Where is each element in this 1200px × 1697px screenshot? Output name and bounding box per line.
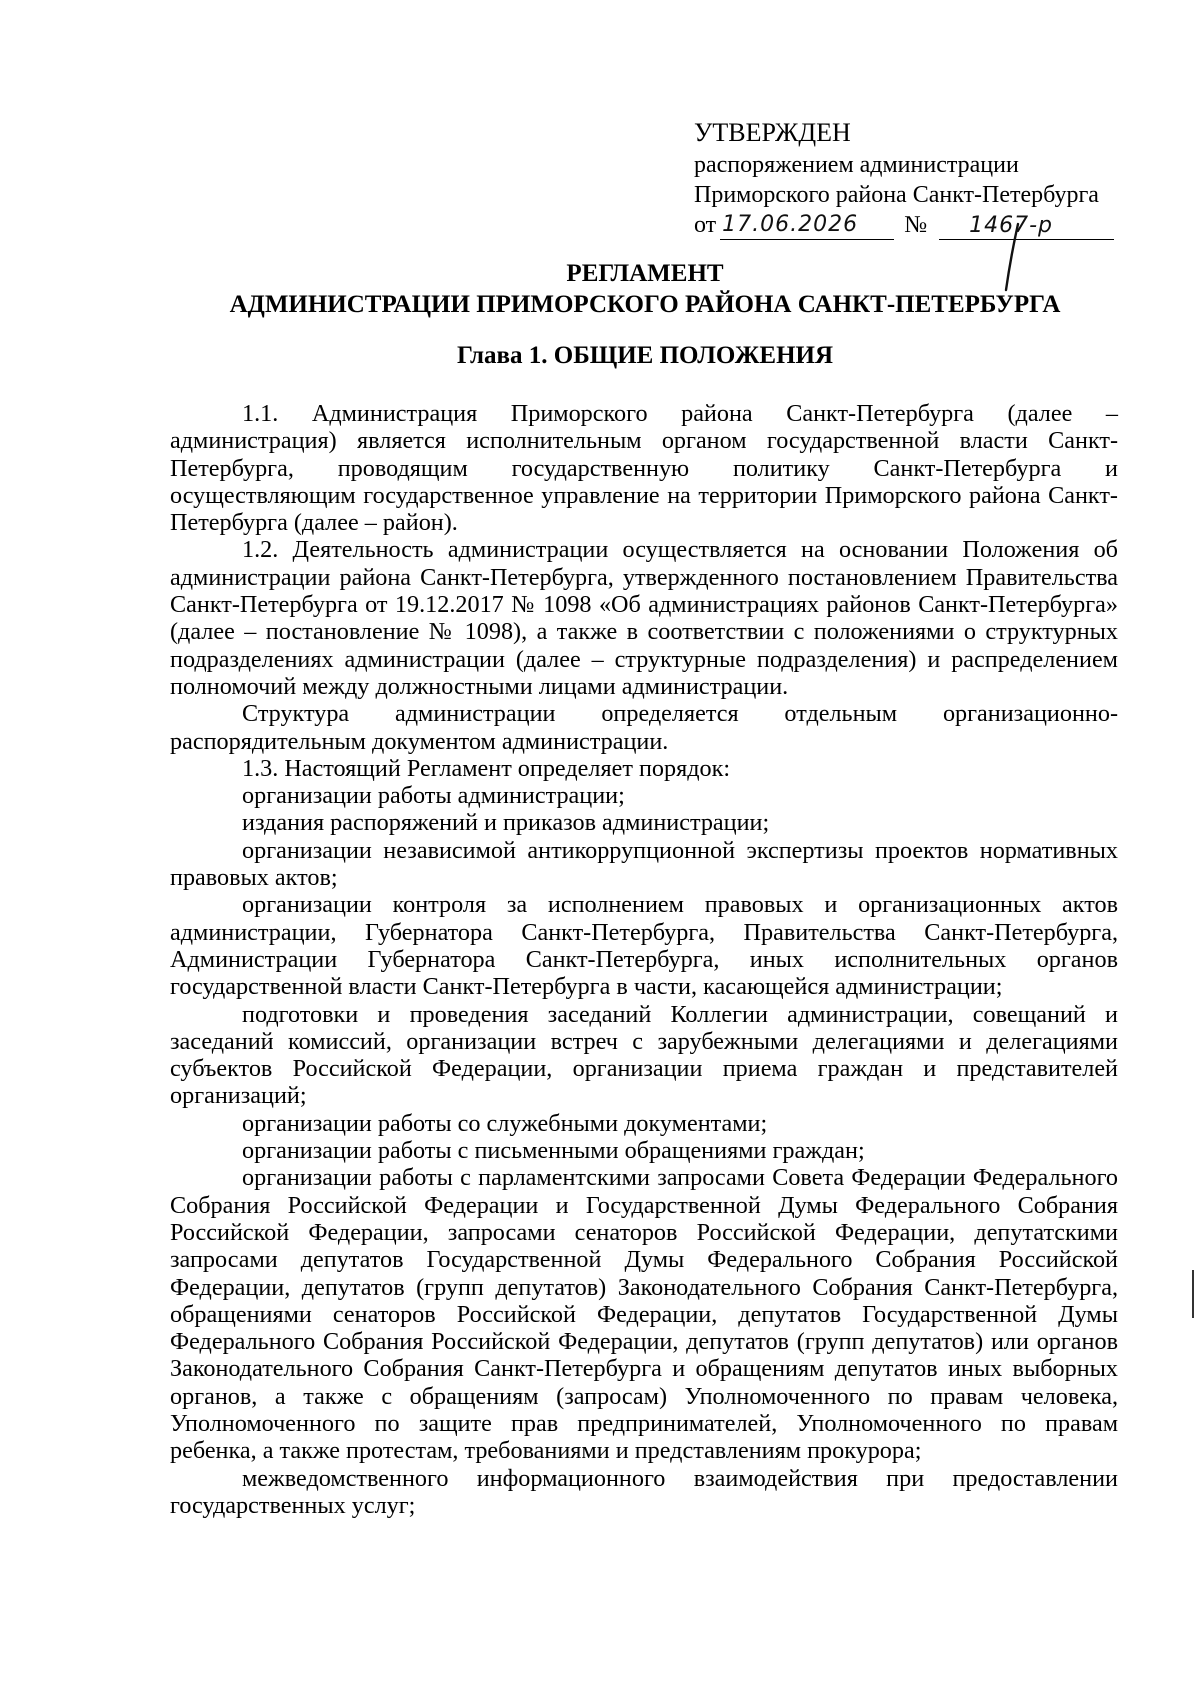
- document-subtitle: АДМИНИСТРАЦИИ ПРИМОРСКОГО РАЙОНА САНКТ-ПЕТЕРБУРГА: [229, 291, 1061, 318]
- paragraph: межведомственного информационного взаимодействия при предоставлении государственных услуг;: [170, 1464, 1118, 1519]
- approval-stamp: [694, 116, 1114, 240]
- approval-line-1: распоряжением администрации: [694, 152, 1019, 178]
- paragraph: организации независимой антикоррупционной экспертизы проектов нормативных правовых актов;: [170, 836, 1118, 892]
- number-prefix: №: [904, 212, 928, 238]
- paragraph: организации работы со служебными документами;: [242, 1109, 768, 1137]
- paragraph: Структура администрации определяется отдельным организационно-распорядительным документом администрации.: [170, 700, 1118, 755]
- date-prefix: от: [694, 212, 717, 238]
- document-body: [170, 400, 1118, 1519]
- chapter-heading: Глава 1. ОБЩИЕ ПОЛОЖЕНИЯ: [456, 342, 834, 369]
- paragraph: организации работы администрации;: [242, 782, 625, 810]
- paragraph: 1.3. Настоящий Регламент определяет порядок:: [242, 754, 731, 782]
- approval-date-number-line: [694, 210, 1114, 240]
- paragraph: издания распоряжений и приказов администрации;: [242, 809, 770, 837]
- paragraph: организации работы с письменными обращениями граждан;: [242, 1137, 865, 1165]
- paragraph: 1.2. Деятельность администрации осуществляется на основании Положения об администрации района Санкт-Петербурга, утвержденного постановлением Правительства Санкт-Петербурга от 19.12.2017 № 1098 «Об администрациях районов Санкт-Петербурга» (далее – постановление № 1098), а также в соответствии с положениями о структурных подразделениях администрации (далее – структурные подразделения) и распределением полномочий между должностными лицами администрации.: [170, 536, 1118, 700]
- document-title: РЕГЛАМЕНТ: [566, 260, 724, 287]
- paragraph: подготовки и проведения заседаний Коллегии администрации, совещаний и заседаний комиссий, организации встреч с зарубежными делегациями и делегациями субъектов Российской Федерации, организации приема граждан и представителей организаций;: [170, 1000, 1118, 1110]
- scan-edge-mark: [1192, 1270, 1194, 1318]
- approval-title: УТВЕРЖДЕН: [694, 118, 851, 147]
- paragraph: организации работы с парламентскими запросами Совета Федерации Федерального Собрания Российской Федерации и Государственной Думы Федерального Собрания Российской Федерации, запросами сенаторов Российской Федерации, депутатскими запросами депутатов Государственной Думы Федерального Собрания Российской Федерации, депутатов (групп депутатов) Законодательного Собрания Санкт-Петербурга, обращениями сенаторов Российской Федерации, депутатов Государственной Думы Федерального Собрания Российской Федерации, депутатов (групп депутатов) или органов Законодательного Собрания Санкт-Петербурга и обращениям депутатов иных выборных органов, а также с обращениям (запросам) Уполномоченного по правам человека, Уполномоченного по защите прав предпринимателей, Уполномоченного по правам ребенка, а также протестам, требованиями и представлениям прокурора;: [170, 1164, 1118, 1465]
- handwritten-number: 1467-р: [939, 214, 1114, 240]
- paragraph: 1.1. Администрация Приморского района Санкт-Петербурга (далее – администрация) является исполнительным органом государственной власти Санкт-Петербурга, проводящим государственную политику Санкт-Петербурга и осуществляющим государственное управление на территории Приморского района Санкт-Петербурга (далее – район).: [170, 400, 1118, 537]
- approval-line-2: Приморского района Санкт-Петербурга: [694, 182, 1099, 208]
- paragraph: организации контроля за исполнением правовых и организационных актов администрации, Губернатора Санкт-Петербурга, Правительства Санкт-Петербурга, Администрации Губернатора Санкт-Петербурга, иных исполнительных органов государственной власти Санкт-Петербурга в части, касающейся администрации;: [170, 891, 1118, 1001]
- handwritten-date: 17.06.2026: [720, 213, 894, 240]
